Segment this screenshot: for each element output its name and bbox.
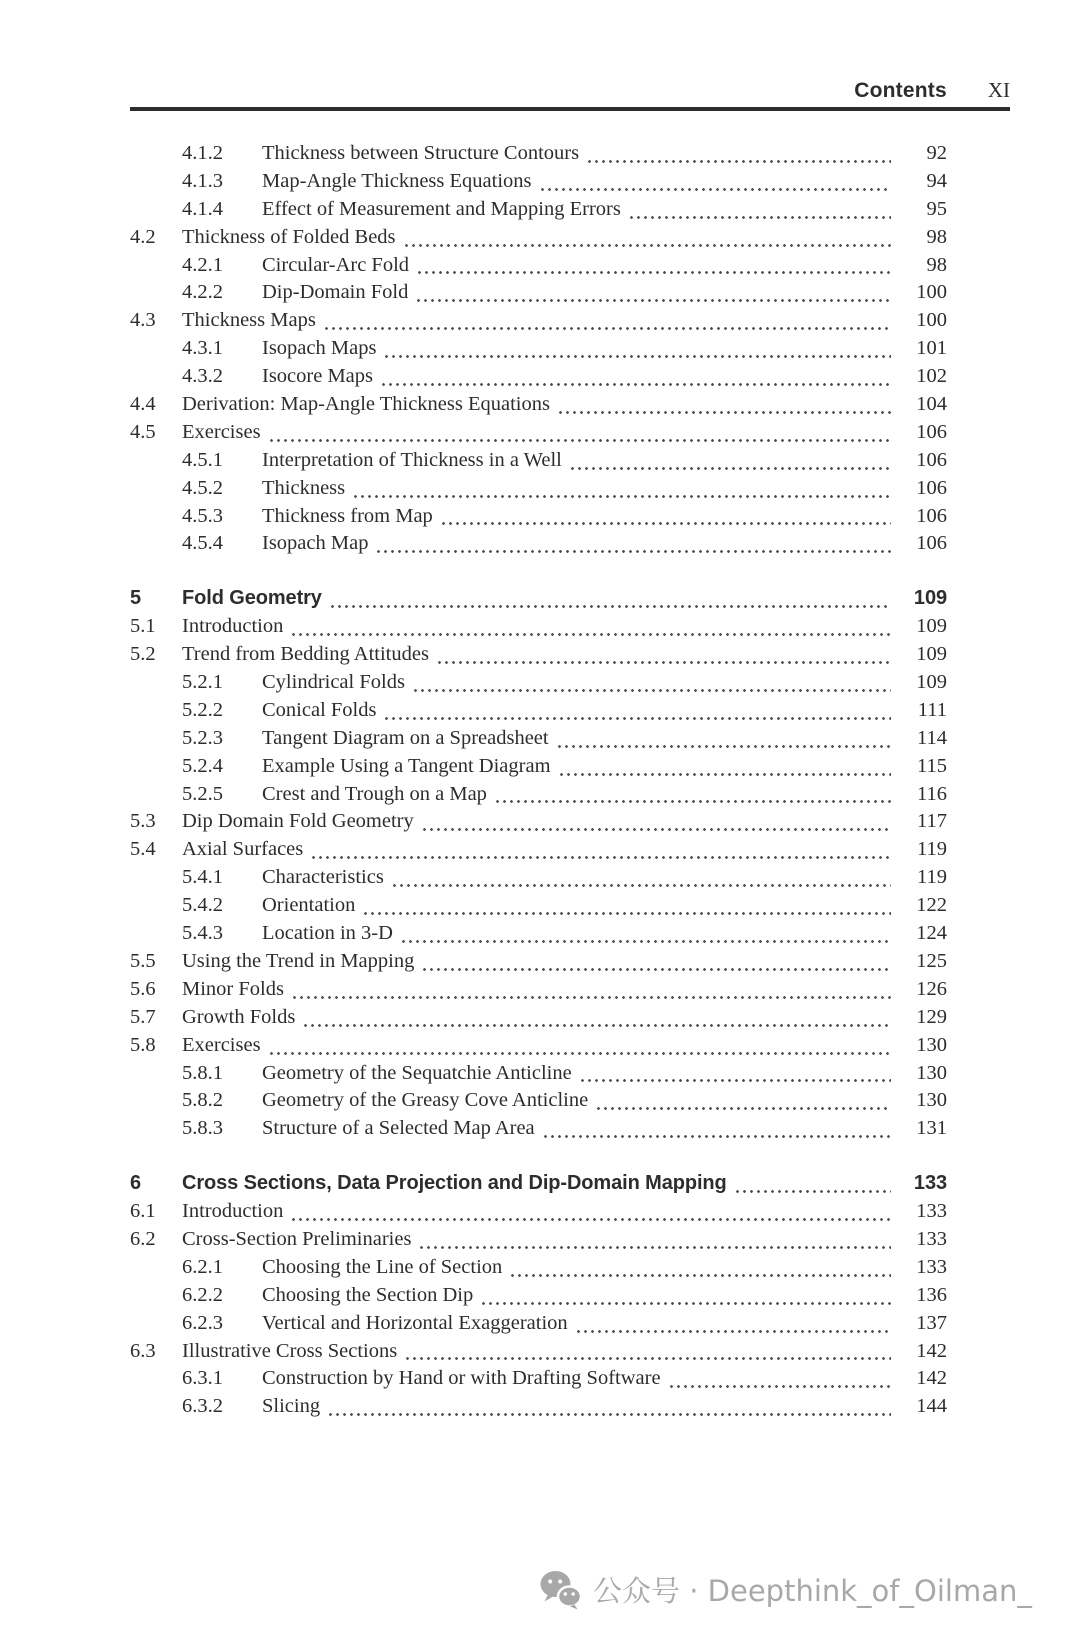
toc-entry — [130, 587, 947, 615]
toc-entry — [130, 1172, 947, 1200]
running-title: Contents — [854, 79, 947, 102]
leader-dots — [559, 411, 891, 414]
entry-number: 4.1.2 — [182, 142, 223, 164]
leader-dots — [496, 800, 891, 803]
entry-number: 5.6 — [130, 977, 156, 1000]
toc-entry — [130, 1312, 947, 1340]
entry-title: Trend from Bedding Attitudes — [182, 643, 429, 666]
entry-title: Illustrative Cross Sections — [182, 1339, 398, 1362]
leader-dots — [325, 327, 891, 330]
toc-entry — [130, 699, 947, 727]
entry-page: 102 — [916, 365, 947, 388]
entry-page: 119 — [917, 838, 947, 861]
toc-entry — [130, 1200, 947, 1228]
entry-title: Dip-Domain Fold — [262, 281, 409, 304]
toc-entry — [130, 337, 947, 365]
toc-entry — [130, 532, 947, 560]
entry-number: 4.3.2 — [182, 365, 223, 388]
toc-entry — [130, 866, 947, 894]
entry-title: Construction by Hand or with Drafting Software — [262, 1367, 661, 1390]
entry-page: 114 — [917, 726, 947, 749]
toc-entry — [130, 226, 947, 254]
leader-dots — [438, 661, 891, 664]
toc-entry — [130, 1340, 947, 1368]
leader-dots — [405, 244, 891, 247]
entry-title: Minor Folds — [182, 977, 284, 1000]
entry-page: 142 — [916, 1367, 947, 1390]
leader-dots — [385, 355, 891, 358]
entry-page: 130 — [916, 1089, 947, 1112]
leader-dots — [393, 884, 891, 887]
toc-entry — [130, 755, 947, 783]
toc-entry — [130, 950, 947, 978]
leader-dots — [630, 216, 891, 219]
entry-title: Thickness between Structure Contours — [262, 142, 580, 164]
entry-page: 109 — [916, 643, 947, 666]
toc-entry — [130, 505, 947, 533]
entry-page: 126 — [916, 977, 947, 1000]
leader-dots — [560, 773, 891, 776]
toc-entry — [130, 1284, 947, 1312]
entry-title: Thickness — [262, 476, 346, 499]
toc-entry — [130, 1367, 947, 1395]
toc-entry — [130, 1006, 947, 1034]
entry-page: 98 — [926, 225, 947, 248]
leader-dots — [423, 828, 891, 831]
entry-number: 4.5.3 — [182, 504, 223, 527]
page-header — [130, 78, 1010, 103]
leader-dots — [736, 1190, 891, 1193]
entry-page: 144 — [916, 1395, 947, 1418]
entry-title: Thickness of Folded Beds — [182, 225, 396, 248]
entry-page: 133 — [913, 1172, 947, 1195]
entry-page: 122 — [916, 894, 947, 917]
toc-entry — [130, 615, 947, 643]
toc-entry — [130, 449, 947, 477]
toc-entry — [130, 198, 947, 226]
entry-page: 95 — [926, 197, 947, 220]
leader-dots — [377, 550, 891, 553]
entry-title: Axial Surfaces — [182, 838, 304, 861]
entry-number: 4.5.1 — [182, 448, 223, 471]
toc-entry — [130, 421, 947, 449]
entry-number: 4.5.4 — [182, 532, 223, 555]
toc-entry — [130, 838, 947, 866]
leader-dots — [292, 1218, 891, 1221]
leader-dots — [354, 495, 891, 498]
entry-number: 6.2.1 — [182, 1255, 223, 1278]
entry-number: 6.3.1 — [182, 1367, 223, 1390]
entry-page: 137 — [916, 1311, 947, 1334]
entry-title: Cylindrical Folds — [262, 671, 405, 694]
toc-entry — [130, 810, 947, 838]
leader-dots — [406, 1357, 891, 1360]
watermark — [540, 1569, 1032, 1610]
leader-dots — [541, 188, 892, 191]
entry-title: Location in 3-D — [262, 922, 393, 945]
entry-title: Effect of Measurement and Mapping Errors — [262, 197, 621, 220]
entry-title: Characteristics — [262, 866, 384, 889]
entry-title: Thickness Maps — [182, 309, 316, 332]
toc-entry — [130, 1062, 947, 1090]
leader-dots — [511, 1274, 891, 1277]
entry-page: 100 — [916, 281, 947, 304]
entry-number: 6.2.3 — [182, 1311, 223, 1334]
entry-title: Vertical and Horizontal Exaggeration — [262, 1311, 568, 1334]
entry-number: 4.1.4 — [182, 197, 223, 220]
wechat-icon — [540, 1570, 582, 1610]
entry-title: Derivation: Map-Angle Thickness Equations — [182, 393, 550, 416]
entry-title: Introduction — [182, 615, 284, 638]
toc-entry — [130, 727, 947, 755]
entry-number: 5.3 — [130, 810, 156, 833]
entry-title: Interpretation of Thickness in a Well — [262, 448, 562, 471]
entry-title: Fold Geometry — [182, 587, 322, 610]
entry-title: Structure of a Selected Map Area — [262, 1117, 535, 1140]
entry-title: Map-Angle Thickness Equations — [262, 169, 532, 192]
entry-number: 5.1 — [130, 615, 156, 638]
entry-title: Geometry of the Sequatchie Anticline — [262, 1061, 572, 1084]
entry-number: 5.7 — [130, 1005, 156, 1028]
entry-number: 5.2.3 — [182, 726, 223, 749]
entry-number: 4.5 — [130, 420, 156, 443]
entry-number: 4.2.2 — [182, 281, 223, 304]
entry-number: 4.3 — [130, 309, 156, 332]
leader-dots — [423, 968, 891, 971]
leader-dots — [544, 1135, 891, 1138]
entry-page: 116 — [917, 782, 947, 805]
toc-entry — [130, 978, 947, 1006]
entry-title: Exercises — [182, 420, 261, 443]
leader-dots — [418, 271, 891, 274]
entry-title: Choosing the Section Dip — [262, 1283, 474, 1306]
entry-number: 5 — [130, 587, 142, 610]
entry-title: Exercises — [182, 1033, 261, 1056]
entry-number: 6.1 — [130, 1200, 156, 1223]
leader-dots — [382, 383, 891, 386]
leader-dots — [293, 996, 891, 999]
leader-dots — [364, 912, 891, 915]
entry-title: Introduction — [182, 1200, 284, 1223]
entry-title: Choosing the Line of Section — [262, 1255, 503, 1278]
entry-page: 100 — [916, 309, 947, 332]
leader-dots — [577, 1330, 891, 1333]
entry-number: 4.2 — [130, 225, 156, 248]
entry-number: 6 — [130, 1172, 142, 1195]
leader-dots — [482, 1302, 891, 1305]
entry-page: 117 — [917, 810, 947, 833]
entry-title: Crest and Trough on a Map — [262, 782, 487, 805]
entry-title: Isopach Map — [262, 532, 369, 555]
entry-page: 111 — [917, 698, 947, 721]
entry-title: Orientation — [262, 894, 356, 917]
entry-number: 5.5 — [130, 949, 156, 972]
toc-entry — [130, 1117, 947, 1145]
entry-page: 136 — [916, 1283, 947, 1306]
leader-dots — [385, 717, 891, 720]
entry-page: 92 — [926, 142, 947, 164]
entry-number: 5.4.2 — [182, 894, 223, 917]
toc-entry — [130, 783, 947, 811]
entry-number: 5.8.1 — [182, 1061, 223, 1084]
entry-page: 109 — [916, 671, 947, 694]
leader-dots — [270, 439, 891, 442]
entry-page: 133 — [916, 1227, 947, 1250]
toc-entry — [130, 1089, 947, 1117]
toc-entry — [130, 393, 947, 421]
entry-number: 5.4.1 — [182, 866, 223, 889]
toc-entry — [130, 1256, 947, 1284]
entry-page: 109 — [916, 615, 947, 638]
toc-entry — [130, 1395, 947, 1423]
entry-number: 5.2 — [130, 643, 156, 666]
entry-number: 4.5.2 — [182, 476, 223, 499]
toc-entry — [130, 894, 947, 922]
entry-title: Example Using a Tangent Diagram — [262, 754, 551, 777]
entry-page: 142 — [916, 1339, 947, 1362]
entry-number: 4.2.1 — [182, 253, 223, 276]
toc-entry — [130, 671, 947, 699]
leader-dots — [304, 1024, 891, 1027]
entry-title: Slicing — [262, 1395, 321, 1418]
entry-title: Cross-Section Preliminaries — [182, 1227, 412, 1250]
leader-dots — [420, 1246, 891, 1249]
entry-number: 6.3.2 — [182, 1395, 223, 1418]
toc-entry — [130, 477, 947, 505]
toc-entry — [130, 1034, 947, 1062]
leader-dots — [597, 1107, 891, 1110]
entry-title: Cross Sections, Data Projection and Dip-Domain Mapping — [182, 1172, 727, 1195]
entry-page: 115 — [917, 754, 947, 777]
entry-page: 109 — [913, 587, 947, 610]
entry-number: 4.4 — [130, 393, 156, 416]
entry-number: 5.8.2 — [182, 1089, 223, 1112]
leader-dots — [414, 689, 891, 692]
entry-number: 6.2.2 — [182, 1283, 223, 1306]
entry-title: Conical Folds — [262, 698, 377, 721]
entry-title: Isopach Maps — [262, 337, 377, 360]
entry-number: 5.4 — [130, 838, 156, 861]
entry-number: 5.8 — [130, 1033, 156, 1056]
entry-page: 106 — [916, 476, 947, 499]
entry-title: Thickness from Map — [262, 504, 433, 527]
entry-page: 125 — [916, 949, 947, 972]
entry-title: Growth Folds — [182, 1005, 296, 1028]
header-rule — [130, 107, 1010, 111]
entry-number: 6.2 — [130, 1227, 156, 1250]
leader-dots — [442, 522, 891, 525]
toc-entry — [130, 922, 947, 950]
entry-number: 5.2.4 — [182, 754, 223, 777]
toc-entry — [130, 1228, 947, 1256]
entry-page: 129 — [916, 1005, 947, 1028]
entry-number: 4.1.3 — [182, 169, 223, 192]
entry-title: Geometry of the Greasy Cove Anticline — [262, 1089, 589, 1112]
leader-dots — [329, 1413, 891, 1416]
entry-number: 5.8.3 — [182, 1117, 223, 1140]
toc-entry — [130, 142, 947, 170]
leader-dots — [292, 633, 891, 636]
entry-number: 5.2.5 — [182, 782, 223, 805]
entry-title: Dip Domain Fold Geometry — [182, 810, 414, 833]
entry-number: 4.3.1 — [182, 337, 223, 360]
entry-page: 101 — [916, 337, 947, 360]
entry-page: 98 — [926, 253, 947, 276]
leader-dots — [588, 160, 891, 163]
entry-title: Using the Trend in Mapping — [182, 949, 415, 972]
toc-entry — [130, 309, 947, 337]
leader-dots — [331, 605, 891, 608]
entry-page: 94 — [926, 169, 947, 192]
toc-entry — [130, 281, 947, 309]
watermark-text: 公众号 · Deepthink_of_Oilman_ — [593, 1574, 1032, 1608]
entry-number: 5.4.3 — [182, 922, 223, 945]
leader-dots — [270, 1052, 891, 1055]
leader-dots — [417, 299, 891, 302]
entry-page: 130 — [916, 1061, 947, 1084]
entry-page: 104 — [916, 393, 947, 416]
entry-page: 133 — [916, 1200, 947, 1223]
leader-dots — [670, 1385, 891, 1388]
entry-page: 133 — [916, 1255, 947, 1278]
entry-page: 131 — [916, 1117, 947, 1140]
toc-entry — [130, 365, 947, 393]
toc-entry — [130, 254, 947, 282]
page-number-roman: XI — [987, 78, 1010, 102]
leader-dots — [312, 856, 891, 859]
entry-title: Isocore Maps — [262, 365, 374, 388]
entry-page: 106 — [916, 504, 947, 527]
entry-number: 5.2.2 — [182, 698, 223, 721]
entry-page: 130 — [916, 1033, 947, 1056]
entry-number: 6.3 — [130, 1339, 156, 1362]
entry-number: 5.2.1 — [182, 671, 223, 694]
entry-page: 106 — [916, 448, 947, 471]
leader-dots — [558, 745, 891, 748]
entry-title: Circular-Arc Fold — [262, 253, 410, 276]
entry-title: Tangent Diagram on a Spreadsheet — [262, 726, 549, 749]
entry-page: 106 — [916, 420, 947, 443]
toc-list — [130, 142, 947, 1423]
toc-entry — [130, 170, 947, 198]
leader-dots — [571, 467, 891, 470]
entry-page: 106 — [916, 532, 947, 555]
entry-page: 124 — [916, 922, 947, 945]
entry-page: 119 — [917, 866, 947, 889]
leader-dots — [581, 1079, 891, 1082]
toc-entry — [130, 643, 947, 671]
leader-dots — [402, 940, 891, 943]
